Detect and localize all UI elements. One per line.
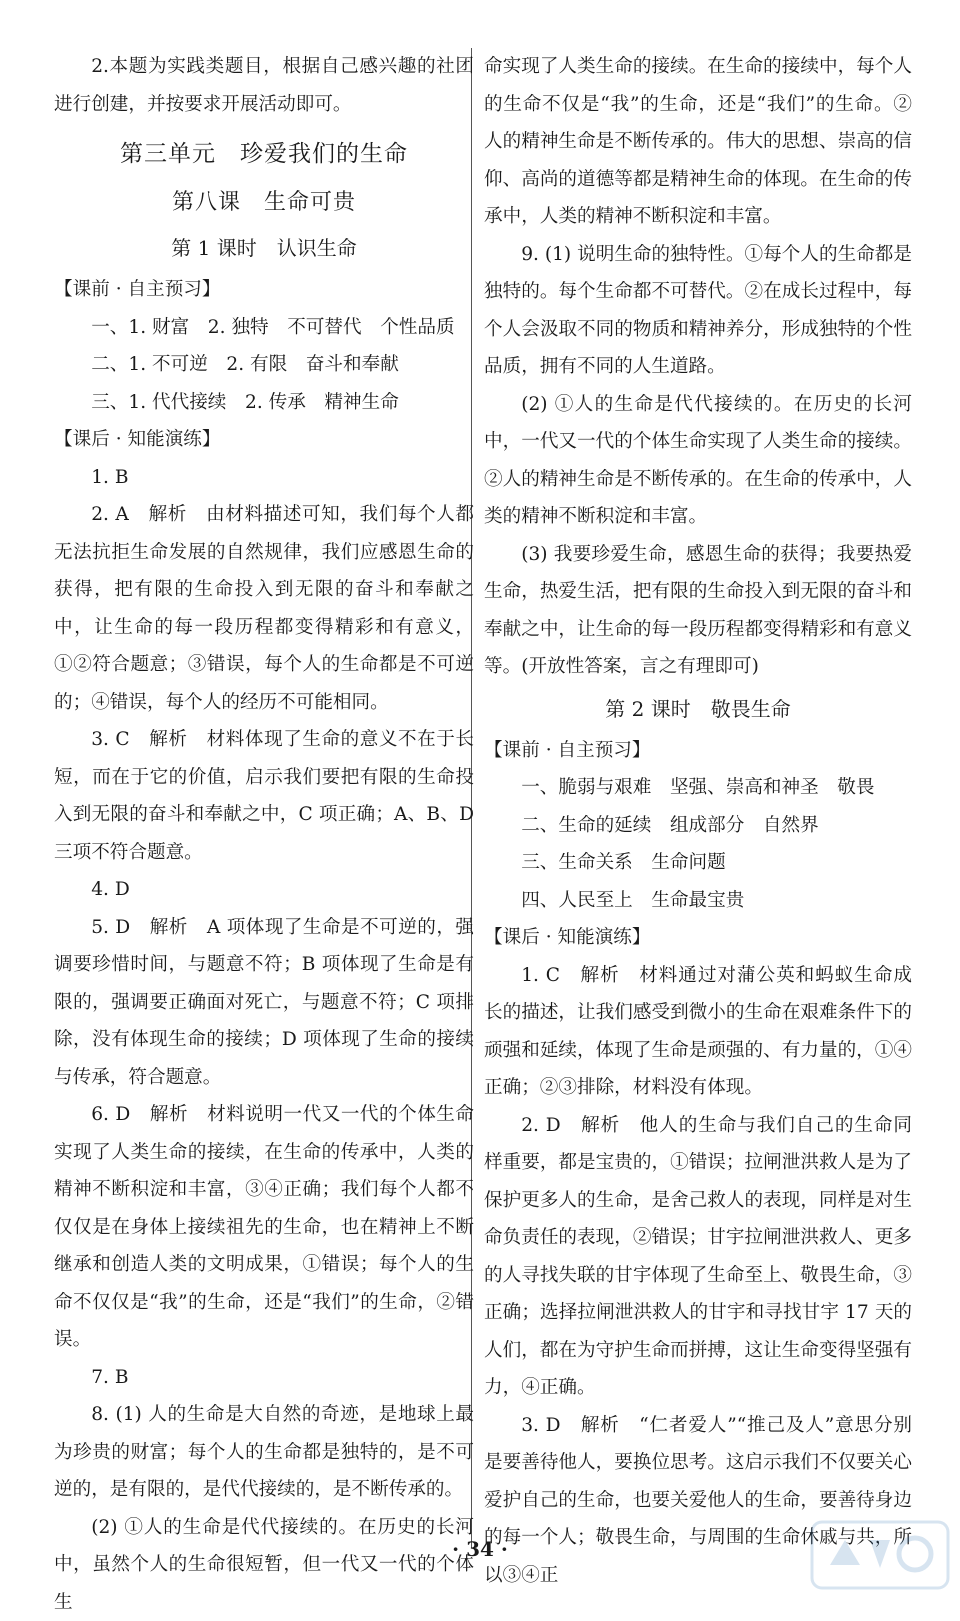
- unit-title: 第三单元 珍爱我们的生命: [54, 131, 474, 177]
- answer-item: 3. D 解析 “仁者爱人”“推己及人”意思分别是要善待他人，要换位思考。这启示我们不仅要关心爱护自己的生命，也要关爱他人的生命，要善待身边的每一个人；敬畏生命，与周围的生命休戚与共，所以③④正: [484, 1407, 912, 1595]
- left-column: [54, 48, 474, 1621]
- pre-study-label: 【课前 · 自主预习】: [54, 271, 474, 309]
- answer-item: 2. D 解析 他人的生命与我们自己的生命同样重要，都是宝贵的，①错误；拉闸泄洪救人是为了保护更多人的生命，是舍己救人的表现，同样是对生命负责任的表现，②错误；甘宇拉闸泄洪救人、更多的人寻找失联的甘宇体现了生命至上、敬畏生命，③正确；选择拉闸泄洪救人的甘宇和寻找甘宇 17 天的人们，都在为守护生命而拼搏，这让生命变得坚强有力，④正确。: [484, 1107, 912, 1407]
- lesson-title: 第八课 生命可贵: [54, 181, 474, 225]
- period-title: 第 1 课时 认识生命: [54, 227, 474, 269]
- answer-item: 1. B: [54, 459, 474, 497]
- watermark-logo: [810, 1520, 950, 1590]
- answer-item: 2. A 解析 由材料描述可知，我们每个人都无法抗拒生命发展的自然规律，我们应感恩生命的获得，把有限的生命投入到无限的奋斗和奉献之中，让生命的每一段历程都变得精彩和有意义，①②符合题意；③错误，每个人的生命都是不可逆的；④错误，每个人的经历不可能相同。: [54, 496, 474, 721]
- pre-item: 二、生命的延续 组成部分 自然界: [484, 807, 912, 845]
- answer-item: (2) ①人的生命是代代接续的。在历史的长河中，一代又一代的个体生命实现了人类生命的接续。②人的精神生命是不断传承的。在生命的传承中，人类的精神不断积淀和丰富。: [484, 386, 912, 536]
- pre-item: 一、1. 财富 2. 独特 不可替代 个性品质: [54, 309, 474, 347]
- answer-item: 1. C 解析 材料通过对蒲公英和蚂蚁生命成长的描述，让我们感受到微小的生命在艰难条件下的顽强和延续，体现了生命是顽强的、有力量的，①④正确；②③排除，材料没有体现。: [484, 957, 912, 1107]
- right-column: [484, 48, 912, 1594]
- post-practice-label: 【课后 · 知能演练】: [484, 919, 912, 957]
- pre-item: 二、1. 不可逆 2. 有限 奋斗和奉献: [54, 346, 474, 384]
- intro-paragraph: 2.本题为实践类题目，根据自己感兴趣的社团进行创建，并按要求开展活动即可。: [54, 48, 474, 123]
- pre-item: 三、生命关系 生命问题: [484, 844, 912, 882]
- answer-item: (2) ①人的生命是代代接续的。在历史的长河中，虽然个人的生命很短暂，但一代又一代的个体生: [54, 1509, 474, 1621]
- answer-item: 5. D 解析 A 项体现了生命是不可逆的，强调要珍惜时间，与题意不符；B 项体现了生命是有限的，强调要正确面对死亡，与题意不符；C 项排除，没有体现生命的接续；D 项体现了生命的接续与传承，符合题意。: [54, 909, 474, 1097]
- answer-item: 8. (1) 人的生命是大自然的奇迹，是地球上最为珍贵的财富；每个人的生命都是独特的，是不可逆的，是有限的，是代代接续的，是不断传承的。: [54, 1396, 474, 1509]
- answer-item: 9. (1) 说明生命的独特性。①每个人的生命都是独特的。每个生命都不可替代。②在成长过程中，每个人会汲取不同的物质和精神养分，形成独特的个性品质，拥有不同的人生道路。: [484, 236, 912, 386]
- period-title: 第 2 课时 敬畏生命: [484, 688, 912, 730]
- pre-item: 三、1. 代代接续 2. 传承 精神生命: [54, 384, 474, 422]
- answer-item: 7. B: [54, 1359, 474, 1397]
- page-number: · 34 ·: [0, 1537, 960, 1561]
- answer-continuation: 命实现了人类生命的接续。在生命的接续中，每个人的生命不仅是“我”的生命，还是“我们”的生命。②人的精神生命是不断传承的。伟大的思想、崇高的信仰、高尚的道德等都是精神生命的体现。在生命的传承中，人类的精神不断积淀和丰富。: [484, 48, 912, 236]
- pre-item: 一、脆弱与艰难 坚强、崇高和神圣 敬畏: [484, 769, 912, 807]
- answer-item: 3. C 解析 材料体现了生命的意义不在于长短，而在于它的价值，启示我们要把有限的生命投入到无限的奋斗和奉献之中，C 项正确；A、B、D 三项不符合题意。: [54, 721, 474, 871]
- answer-item: 6. D 解析 材料说明一代又一代的个体生命实现了人类生命的接续，在生命的传承中，人类的精神不断积淀和丰富，③④正确；我们每个人都不仅仅是在身体上接续祖先的生命，也在精神上不断继承和创造人类的文明成果，①错误；每个人的生命不仅仅是“我”的生命，还是“我们”的生命，②错误。: [54, 1096, 474, 1359]
- pre-item: 四、人民至上 生命最宝贵: [484, 882, 912, 920]
- answer-item: 4. D: [54, 871, 474, 909]
- post-practice-label: 【课后 · 知能演练】: [54, 421, 474, 459]
- answer-item: (3) 我要珍爱生命，感恩生命的获得；我要热爱生命，热爱生活，把有限的生命投入到无限的奋斗和奉献之中，让生命的每一段历程都变得精彩和有意义等。(开放性答案，言之有理即可): [484, 536, 912, 686]
- pre-study-label: 【课前 · 自主预习】: [484, 732, 912, 770]
